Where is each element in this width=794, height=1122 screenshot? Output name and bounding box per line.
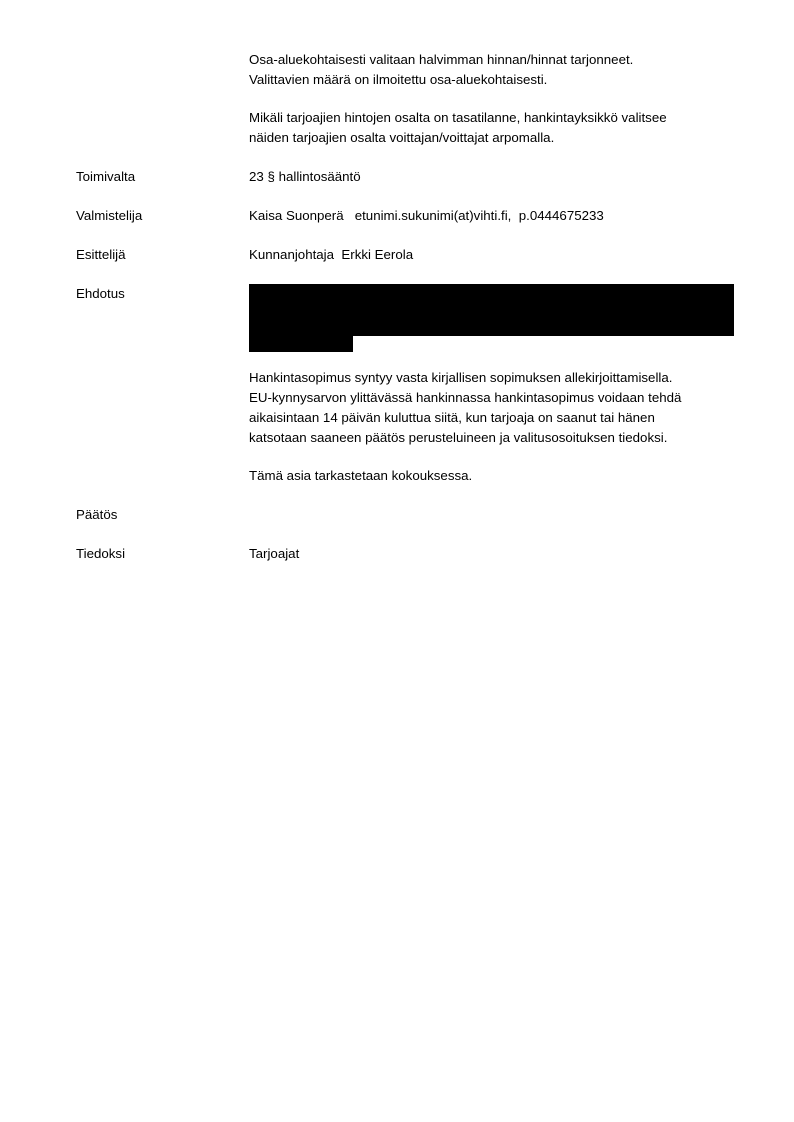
field-label-toimivalta: Toimivalta xyxy=(76,169,136,184)
intro-paragraph-1 xyxy=(249,50,749,90)
proposal-paragraph-2 xyxy=(249,466,749,486)
intro-paragraph-2 xyxy=(249,108,749,148)
field-value-valmistelija: Kaisa Suonperä etunimi.sukunimi(at)vihti.fi, p.0444675233 xyxy=(249,208,604,223)
field-value-tiedoksi: Tarjoajat xyxy=(249,546,300,561)
field-label-ehdotus: Ehdotus xyxy=(76,286,125,301)
text-line: EU-kynnysarvon ylittävässä hankinnassa hankintasopimus voidaan tehdä xyxy=(249,390,682,405)
text-line: katsotaan saaneen päätös perusteluineen ja valitusosoituksen tiedoksi. xyxy=(249,430,668,445)
text-line: Valittavien määrä on ilmoitettu osa-aluekohtaisesti. xyxy=(249,72,548,87)
field-value-toimivalta: 23 § hallintosääntö xyxy=(249,169,361,184)
text-line: näiden tarjoajien osalta voittajan/voittajat arpomalla. xyxy=(249,130,555,145)
text-line: Mikäli tarjoajien hintojen osalta on tasatilanne, hankintayksikkö valitsee xyxy=(249,110,667,125)
field-label-valmistelija: Valmistelija xyxy=(76,208,143,223)
field-label-esittelija: Esittelijä xyxy=(76,247,126,262)
text-line: aikaisintaan 14 päivän kuluttua siitä, kun tarjoaja on saanut tai hänen xyxy=(249,410,655,425)
redaction-block xyxy=(249,284,734,336)
text-line: Hankintasopimus syntyy vasta kirjallisen sopimuksen allekirjoittamisella. xyxy=(249,370,673,385)
text-line: Tämä asia tarkastetaan kokouksessa. xyxy=(249,468,473,483)
redaction-block xyxy=(249,336,353,352)
text-line: Osa-aluekohtaisesti valitaan halvimman hinnan/hinnat tarjonneet. xyxy=(249,52,634,67)
field-label-paatos: Päätös xyxy=(76,507,118,522)
field-label-tiedoksi: Tiedoksi xyxy=(76,546,126,561)
proposal-paragraph-1 xyxy=(249,368,749,448)
field-value-esittelija: Kunnanjohtaja Erkki Eerola xyxy=(249,247,414,262)
